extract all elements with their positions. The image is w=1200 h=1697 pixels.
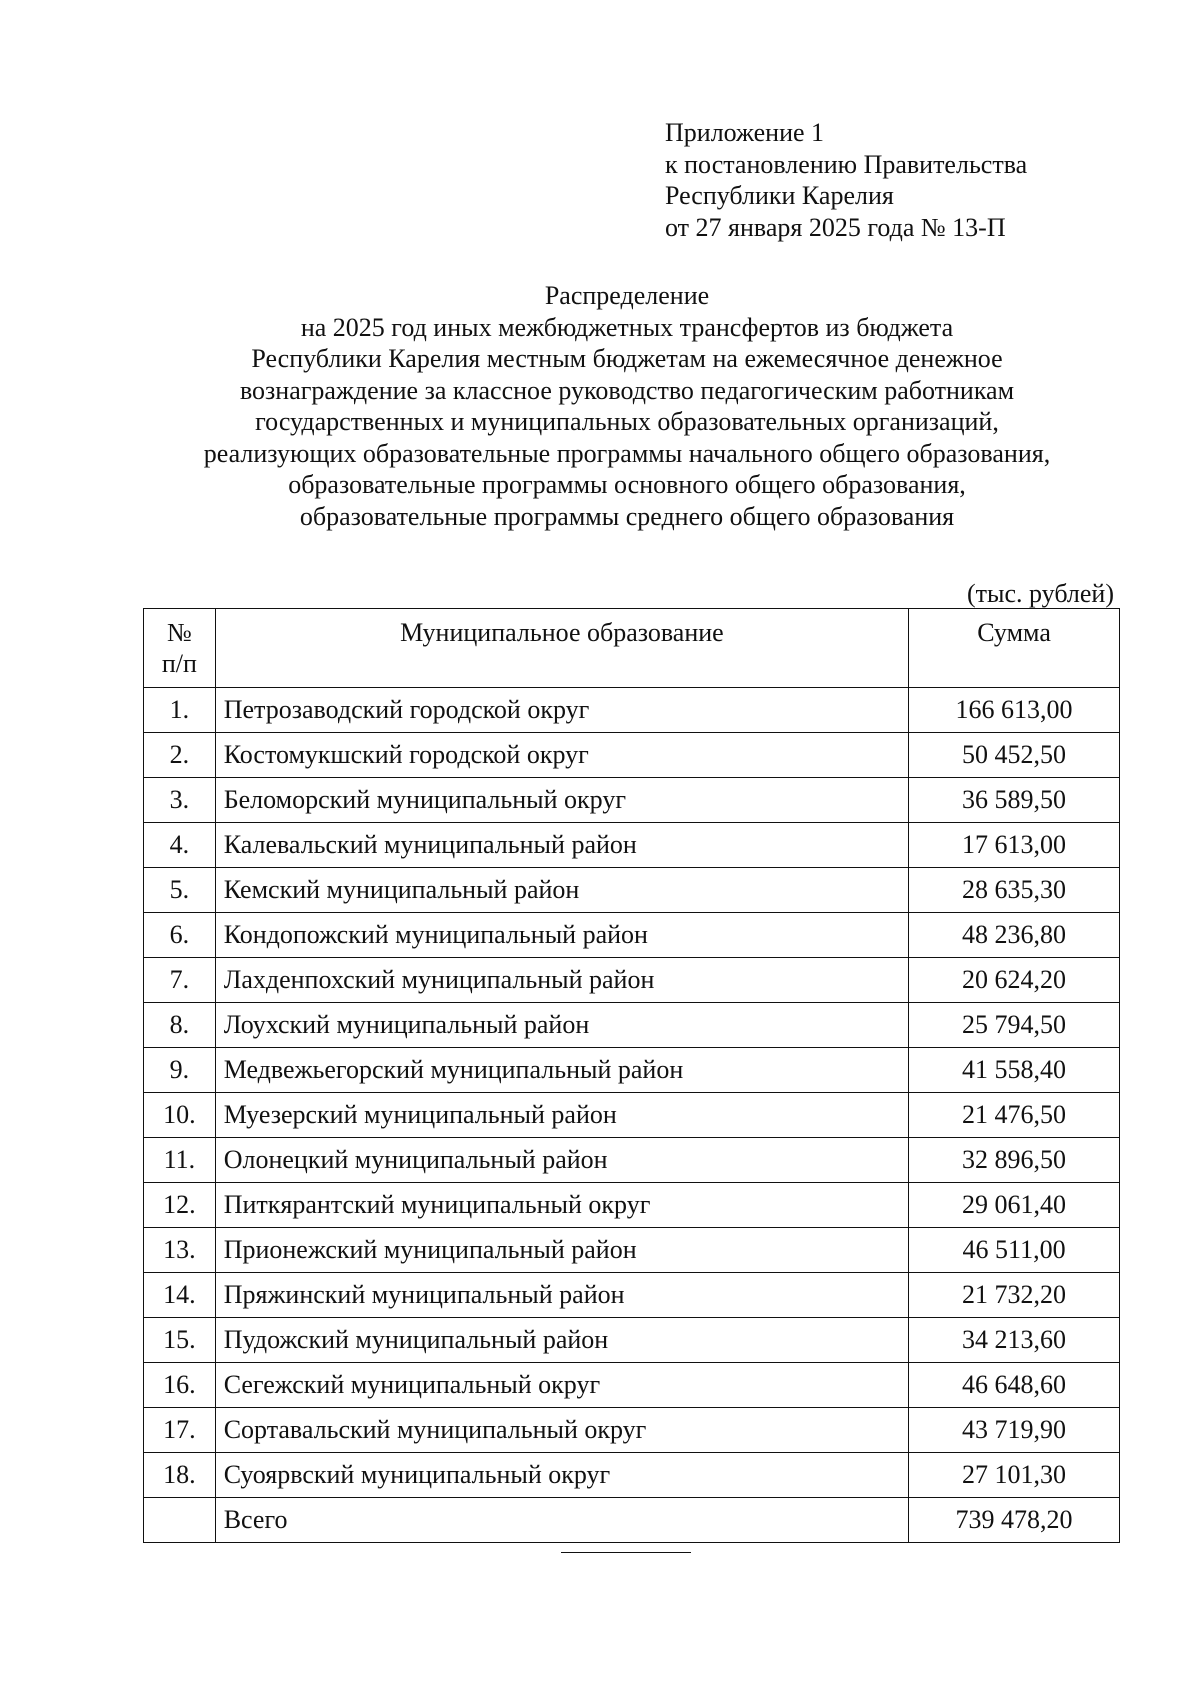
row-sum: 36 589,50	[909, 778, 1120, 823]
row-municipality: Лахденпохский муниципальный район	[215, 958, 908, 1003]
row-municipality: Питкярантский муниципальный округ	[215, 1183, 908, 1228]
header-number-line2: п/п	[161, 649, 197, 678]
row-municipality: Калевальский муниципальный район	[215, 823, 908, 868]
row-number: 11.	[144, 1138, 216, 1183]
row-number: 8.	[144, 1003, 216, 1048]
row-sum: 48 236,80	[909, 913, 1120, 958]
appendix-line: от 27 января 2025 года № 13-П	[665, 212, 1006, 242]
appendix-line: к постановлению Правительства	[665, 149, 1028, 179]
table-row	[144, 1138, 1120, 1183]
table-row	[144, 1003, 1120, 1048]
row-number: 4.	[144, 823, 216, 868]
row-number: 12.	[144, 1183, 216, 1228]
row-number: 17.	[144, 1408, 216, 1453]
row-municipality: Сегежский муниципальный округ	[215, 1363, 908, 1408]
row-number: 9.	[144, 1048, 216, 1093]
row-sum: 21 476,50	[909, 1093, 1120, 1138]
row-sum: 32 896,50	[909, 1138, 1120, 1183]
title-line: на 2025 год иных межбюджетных трансфертов из бюджета	[300, 312, 954, 342]
row-sum: 41 558,40	[909, 1048, 1120, 1093]
table-row	[144, 1318, 1120, 1363]
row-number: 10.	[144, 1093, 216, 1138]
title-line: государственных и муниципальных образовательных организаций,	[255, 407, 999, 436]
row-number: 6.	[144, 913, 216, 958]
row-sum: 17 613,00	[909, 823, 1120, 868]
row-sum: 739 478,20	[909, 1498, 1120, 1543]
title-line: образовательные программы основного общего образования,	[288, 470, 966, 499]
row-sum: 25 794,50	[909, 1003, 1120, 1048]
row-sum: 34 213,60	[909, 1318, 1120, 1363]
row-municipality: Костомукшский городской округ	[215, 733, 908, 778]
row-municipality: Сортавальский муниципальный округ	[215, 1408, 908, 1453]
row-municipality: Кемский муниципальный район	[215, 868, 908, 913]
header-number-line1: №	[166, 618, 192, 647]
row-number: 7.	[144, 958, 216, 1003]
row-municipality: Олонецкий муниципальный район	[215, 1138, 908, 1183]
row-sum: 50 452,50	[909, 733, 1120, 778]
row-sum: 20 624,20	[909, 958, 1120, 1003]
title-line: Распределение	[544, 281, 710, 310]
row-municipality: Суоярвский муниципальный округ	[215, 1453, 908, 1498]
table-row	[144, 1228, 1120, 1273]
table-row	[144, 1093, 1120, 1138]
table-header-row	[144, 609, 1120, 688]
table-row	[144, 958, 1120, 1003]
distribution-table	[143, 608, 1120, 1543]
row-sum: 43 719,90	[909, 1408, 1120, 1453]
appendix-line: Республики Карелия	[665, 181, 894, 210]
table-row	[144, 1408, 1120, 1453]
row-municipality: Пудожский муниципальный район	[215, 1318, 908, 1363]
row-municipality: Петрозаводский городской округ	[215, 688, 908, 733]
row-sum: 46 511,00	[909, 1228, 1120, 1273]
row-number: 1.	[144, 688, 216, 733]
row-sum: 29 061,40	[909, 1183, 1120, 1228]
header-sum: Сумма	[909, 609, 1120, 688]
row-municipality: Кондопожский муниципальный район	[215, 913, 908, 958]
row-sum: 27 101,30	[909, 1453, 1120, 1498]
end-divider	[561, 1552, 691, 1553]
row-number: 13.	[144, 1228, 216, 1273]
row-number: 2.	[144, 733, 216, 778]
title-line: Республики Карелия местным бюджетам на ежемесячное денежное	[251, 344, 1003, 373]
appendix-line: Приложение 1	[665, 118, 825, 147]
table-row	[144, 1453, 1120, 1498]
table-row	[144, 733, 1120, 778]
table-row	[144, 778, 1120, 823]
table-row	[144, 1048, 1120, 1093]
row-sum: 28 635,30	[909, 868, 1120, 913]
row-number: 15.	[144, 1318, 216, 1363]
row-municipality: Беломорский муниципальный округ	[215, 778, 908, 823]
row-municipality: Пряжинский муниципальный район	[215, 1273, 908, 1318]
header-municipality: Муниципальное образование	[215, 609, 908, 688]
row-number: 16.	[144, 1363, 216, 1408]
title-line: реализующих образовательные программы начального общего образования,	[203, 438, 1051, 468]
appendix-heading	[665, 117, 1027, 243]
table-body	[144, 688, 1120, 1543]
table-row	[144, 868, 1120, 913]
row-number: 5.	[144, 868, 216, 913]
row-number: 14.	[144, 1273, 216, 1318]
table-row	[144, 1363, 1120, 1408]
row-municipality: Лоухский муниципальный район	[215, 1003, 908, 1048]
row-municipality: Медвежьегорский муниципальный район	[215, 1048, 908, 1093]
table-row	[144, 688, 1120, 733]
document-title	[130, 280, 1124, 532]
header-number	[144, 609, 216, 688]
title-line: образовательные программы среднего общего образования	[299, 501, 955, 531]
row-municipality: Муезерский муниципальный район	[215, 1093, 908, 1138]
total-row	[144, 1498, 1120, 1543]
row-number: 18.	[144, 1453, 216, 1498]
row-municipality: Прионежский муниципальный район	[215, 1228, 908, 1273]
units-note: (тыс. рублей)	[966, 579, 1114, 608]
table-row	[144, 913, 1120, 958]
row-sum: 166 613,00	[909, 688, 1120, 733]
table-row	[144, 1273, 1120, 1318]
row-number	[144, 1498, 216, 1543]
row-number: 3.	[144, 778, 216, 823]
table-row	[144, 1183, 1120, 1228]
row-sum: 21 732,20	[909, 1273, 1120, 1318]
row-sum: 46 648,60	[909, 1363, 1120, 1408]
row-municipality: Всего	[215, 1498, 908, 1543]
title-line: вознаграждение за классное руководство педагогическим работникам	[239, 375, 1015, 405]
table-row	[144, 823, 1120, 868]
